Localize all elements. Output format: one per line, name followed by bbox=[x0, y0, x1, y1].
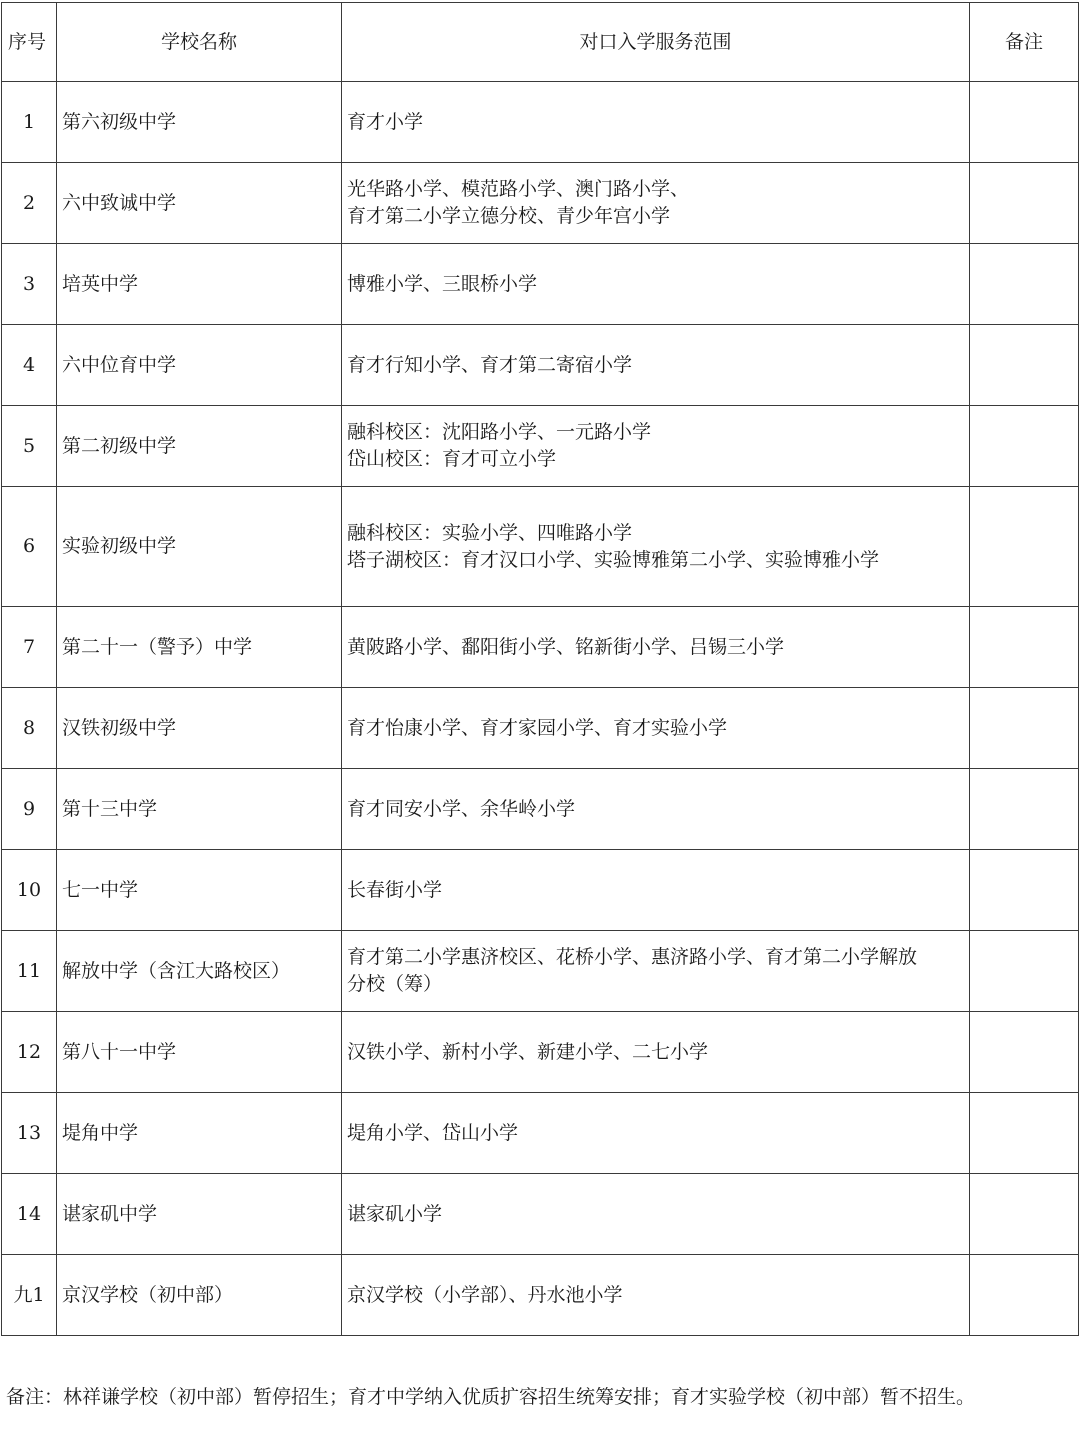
row-service-range bbox=[342, 607, 970, 688]
row-service-range bbox=[342, 688, 970, 769]
row-school-name: 解放中学（含江大路校区） bbox=[57, 931, 342, 1012]
row-remark bbox=[970, 82, 1079, 163]
row-remark bbox=[970, 1174, 1079, 1255]
table-row bbox=[2, 1174, 1079, 1255]
header-row bbox=[2, 3, 1079, 82]
header-remark: 备注 bbox=[970, 3, 1079, 82]
row-service-range bbox=[342, 487, 970, 607]
row-school-name: 六中致诚中学 bbox=[57, 163, 342, 244]
table-row bbox=[2, 931, 1079, 1012]
row-remark bbox=[970, 931, 1079, 1012]
row-school-name: 谌家矶中学 bbox=[57, 1174, 342, 1255]
row-service-range bbox=[342, 244, 970, 325]
range-line: 塔子湖校区：育才汉口小学、实验博雅第二小学、实验博雅小学 bbox=[347, 548, 880, 571]
header-range: 对口入学服务范围 bbox=[342, 3, 970, 82]
range-line: 长春街小学 bbox=[347, 878, 443, 901]
row-school-name: 七一中学 bbox=[57, 850, 342, 931]
row-school-name: 第二十一（警予）中学 bbox=[57, 607, 342, 688]
row-remark bbox=[970, 244, 1079, 325]
table-row bbox=[2, 769, 1079, 850]
row-num: 1 bbox=[2, 82, 57, 163]
table-row bbox=[2, 325, 1079, 406]
row-service-range bbox=[342, 1012, 970, 1093]
row-service-range bbox=[342, 931, 970, 1012]
row-num: 12 bbox=[2, 1012, 57, 1093]
row-num: 10 bbox=[2, 850, 57, 931]
row-service-range bbox=[342, 406, 970, 487]
row-service-range bbox=[342, 1174, 970, 1255]
table-row bbox=[2, 1255, 1079, 1336]
row-num: 11 bbox=[2, 931, 57, 1012]
row-school-name: 第十三中学 bbox=[57, 769, 342, 850]
row-school-name: 六中位育中学 bbox=[57, 325, 342, 406]
row-service-range bbox=[342, 769, 970, 850]
row-service-range bbox=[342, 163, 970, 244]
range-line: 育才同安小学、余华岭小学 bbox=[347, 797, 576, 820]
row-remark bbox=[970, 406, 1079, 487]
table-row bbox=[2, 688, 1079, 769]
range-line: 分校（筹） bbox=[347, 973, 443, 995]
row-remark bbox=[970, 688, 1079, 769]
row-school-name: 实验初级中学 bbox=[57, 487, 342, 607]
table-row bbox=[2, 487, 1079, 607]
range-line: 光华路小学、模范路小学、澳门路小学、 bbox=[347, 178, 690, 200]
table-row bbox=[2, 163, 1079, 244]
row-remark bbox=[970, 850, 1079, 931]
row-service-range bbox=[342, 325, 970, 406]
table-row bbox=[2, 1093, 1079, 1174]
footer-note: 备注：林祥谦学校（初中部）暂停招生；育才中学纳入优质扩容招生统筹安排；育才实验学校（初中部）暂不招生。 bbox=[6, 1386, 976, 1408]
row-num: 5 bbox=[2, 406, 57, 487]
row-remark bbox=[970, 607, 1079, 688]
range-line: 融科校区：沈阳路小学、一元路小学 bbox=[347, 421, 652, 443]
row-num: 7 bbox=[2, 607, 57, 688]
table-row bbox=[2, 82, 1079, 163]
table-row bbox=[2, 244, 1079, 325]
table-row bbox=[2, 850, 1079, 931]
row-num: 8 bbox=[2, 688, 57, 769]
range-line: 堤角小学、岱山小学 bbox=[347, 1121, 519, 1144]
row-num: 2 bbox=[2, 163, 57, 244]
header-school: 学校名称 bbox=[57, 3, 342, 82]
row-remark bbox=[970, 769, 1079, 850]
table-row bbox=[2, 607, 1079, 688]
row-remark bbox=[970, 163, 1079, 244]
range-line: 育才小学 bbox=[347, 110, 424, 133]
row-num: 13 bbox=[2, 1093, 57, 1174]
school-enrollment-table bbox=[1, 2, 1079, 1336]
row-num: 6 bbox=[2, 487, 57, 607]
row-remark bbox=[970, 1255, 1079, 1336]
row-remark bbox=[970, 487, 1079, 607]
row-num: 九1 bbox=[2, 1255, 57, 1336]
table-row bbox=[2, 406, 1079, 487]
range-line: 育才第二小学惠济校区、花桥小学、惠济路小学、育才第二小学解放 bbox=[347, 946, 918, 968]
row-service-range bbox=[342, 82, 970, 163]
row-school-name: 培英中学 bbox=[57, 244, 342, 325]
row-school-name: 京汉学校（初中部） bbox=[57, 1255, 342, 1336]
row-remark bbox=[970, 1012, 1079, 1093]
row-school-name: 第二初级中学 bbox=[57, 406, 342, 487]
table-row bbox=[2, 1012, 1079, 1093]
row-remark bbox=[970, 1093, 1079, 1174]
row-num: 4 bbox=[2, 325, 57, 406]
range-line: 博雅小学、三眼桥小学 bbox=[347, 272, 538, 295]
range-line: 汉铁小学、新村小学、新建小学、二七小学 bbox=[347, 1040, 709, 1063]
row-remark bbox=[970, 325, 1079, 406]
range-line: 京汉学校（小学部）、丹水池小学 bbox=[347, 1283, 623, 1306]
row-num: 14 bbox=[2, 1174, 57, 1255]
range-line: 谌家矶小学 bbox=[347, 1202, 443, 1225]
row-service-range bbox=[342, 1255, 970, 1336]
row-num: 3 bbox=[2, 244, 57, 325]
row-school-name: 堤角中学 bbox=[57, 1093, 342, 1174]
row-num: 9 bbox=[2, 769, 57, 850]
row-service-range bbox=[342, 1093, 970, 1174]
row-service-range bbox=[342, 850, 970, 931]
range-line: 岱山校区：育才可立小学 bbox=[347, 448, 557, 470]
range-line: 育才第二小学立德分校、青少年宫小学 bbox=[347, 205, 671, 227]
row-school-name: 第六初级中学 bbox=[57, 82, 342, 163]
range-line: 融科校区：实验小学、四唯路小学 bbox=[347, 521, 633, 544]
range-line: 育才怡康小学、育才家园小学、育才实验小学 bbox=[347, 716, 728, 739]
row-school-name: 第八十一中学 bbox=[57, 1012, 342, 1093]
range-line: 育才行知小学、育才第二寄宿小学 bbox=[347, 353, 633, 376]
row-school-name: 汉铁初级中学 bbox=[57, 688, 342, 769]
range-line: 黄陂路小学、鄱阳街小学、铭新街小学、吕锡三小学 bbox=[347, 635, 785, 658]
header-num: 序号 bbox=[2, 3, 57, 82]
